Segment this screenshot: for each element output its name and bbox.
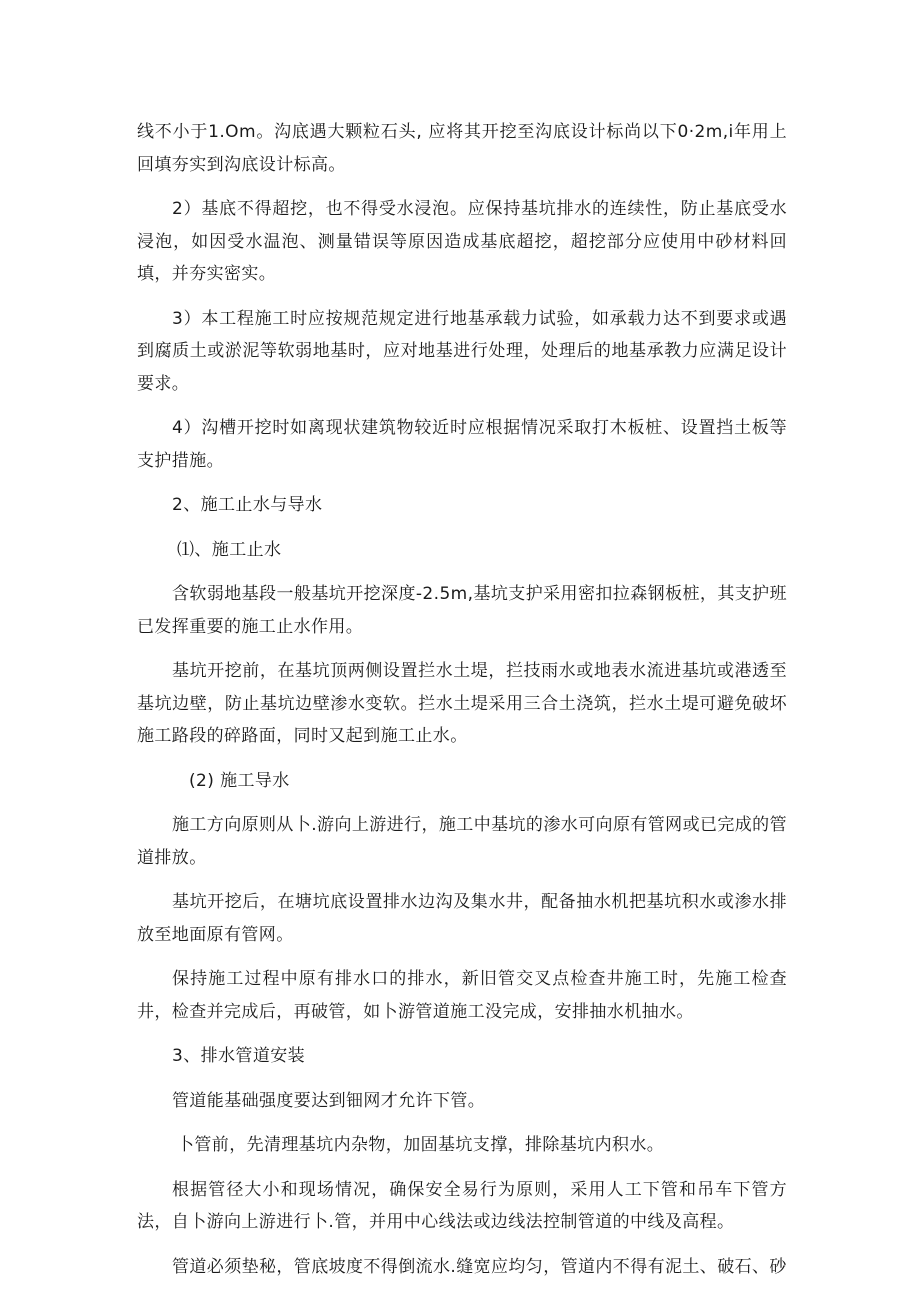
- paragraph-3: 3）本工程施工时应按规范规定进行地基承载力试验，如承载力达不到要求或遇到腐质土或淤泥等软弱地基时，应对地基进行处理，处理后的地基承教力应满足设计要求。: [137, 308, 787, 394]
- paragraph-11: 基坑开挖后，在塘坑底设置排水边沟及集水井，配备抽水机把基坑积水或渗水排放至地面原有管网。: [137, 892, 787, 945]
- subsection-heading-1: ⑴、施工止水: [177, 539, 282, 560]
- paragraph-16: 根据管径大小和现场情况，确保安全易行为原则，采用人工下管和吊车下管方法，自卜游向上游进行卜.管，并用中心线法或边线法控制管道的中线及高程。: [137, 1179, 787, 1232]
- paragraph-12: 保持施工过程中原有排水口的排水，新旧管交叉点检查井施工时，先施工检查井，检查并完成后，再破管，如卜游管道施工没完成，安排抽水机抽水。: [137, 969, 787, 1022]
- paragraph-10: 施工方向原则从卜.游向上游进行，施工中基坑的渗水可向原有管网或已完成的管道排放。: [137, 815, 787, 868]
- paragraph-4: 4）沟槽开挖时如离现状建筑物较近时应根据情况采取打木板桩、设置挡土板等支护措施。: [137, 418, 787, 471]
- paragraph-8: 基坑开挖前，在基坑顶两侧设置拦水土堤，拦技雨水或地表水流进基坑或港透至基坑边壁，防止基坑边壁渗水变软。拦水土堤采用三合土浇筑，拦水土堤可避免破坏施工路段的碎路面，同时又起到施工止水。: [137, 661, 787, 746]
- section-heading-3: 3、排水管道安装: [172, 1046, 306, 1066]
- paragraph-2: 2）基底不得超挖，也不得受水浸泡。应保持基坑排水的连续性，防止基底受水浸泡，如因受水温泡、测量错误等原因造成基底超挖，超挖部分应使用中砂材料回填，并夯实密实。: [137, 199, 787, 284]
- paragraph-17: 管道必须垫秘，管底坡度不得倒流水.缝宽应均匀，管道内不得有泥土、破石、砂: [172, 1256, 787, 1277]
- document-body: [137, 116, 787, 1295]
- paragraph-1: 线不小于1.Om。沟底遇大颗粒石头, 应将其开挖至沟底设计标尚以下0·2m,i年用上回填夯实到沟底设计标高。: [137, 122, 787, 175]
- section-heading-2: 2、施工止水与导水: [172, 495, 323, 515]
- paragraph-15: 卜管前，先清理基坑内杂物，加固基坑支撑，排除基坑内积水。: [177, 1135, 665, 1155]
- paragraph-7: 含软弱地基段一般基坑开挖深度-2.5m,基坑支护采用密扣拉森钢板桩，其支护班已发挥重要的施工止水作用。: [137, 584, 787, 637]
- paragraph-14: 管道能基础强度要达到钿网才允许下管。: [172, 1090, 486, 1111]
- subsection-heading-2: (2) 施工导水: [189, 770, 290, 791]
